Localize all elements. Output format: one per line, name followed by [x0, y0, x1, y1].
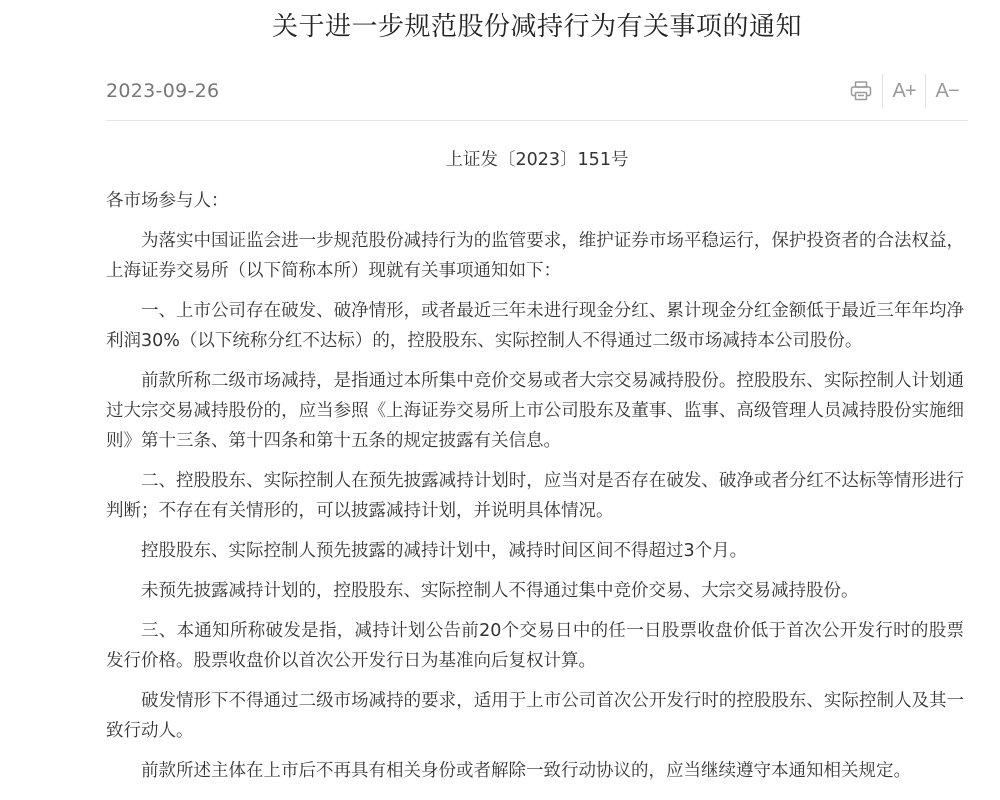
article-body — [106, 186, 964, 796]
publish-date: 2023-09-26 — [106, 80, 220, 102]
font-increase-button[interactable] — [882, 74, 925, 108]
paragraph-1: 一、上市公司存在破发、破净情形，或者最近三年未进行现金分红、累计现金分红金额低于最近三年年均净利润30%（以下统称分红不达标）的，控股股东、实际控制人不得通过二级市场减持本公司股份。 — [106, 301, 964, 351]
paragraph-3: 二、控股股东、实际控制人在预先披露减持计划时，应当对是否存在破发、破净或者分红不达标等情形进行判断；不存在有关情形的，可以披露减持计划，并说明具体情况。 — [106, 471, 964, 521]
article-toolbar — [840, 74, 968, 108]
paragraph-2: 前款所称二级市场减持，是指通过本所集中竞价交易或者大宗交易减持股份。控股股东、实际控制人计划通过大宗交易减持股份的，应当参照《上海证券交易所上市公司股东及董事、监事、高级管理人员减持股份实施细则》第十三条、第十四条和第十五条的规定披露有关信息。 — [106, 371, 964, 451]
font-decrease-button[interactable] — [925, 74, 968, 108]
paragraph-7: 破发情形下不得通过二级市场减持的要求，适用于上市公司首次公开发行时的控股股东、实际控制人及其一致行动人。 — [106, 691, 964, 741]
paragraph-6: 三、本通知所称破发是指，减持计划公告前20个交易日中的任一日股票收盘价低于首次公开发行时的股票发行价格。股票收盘价以首次公开发行日为基准向后复权计算。 — [106, 621, 964, 671]
document-number: 上证发〔2023〕151号 — [445, 150, 629, 170]
printer-icon — [850, 81, 872, 101]
article-title: 关于进一步规范股份减持行为有关事项的通知 — [271, 12, 802, 42]
paragraph-intro: 为落实中国证监会进一步规范股份减持行为的监管要求，维护证券市场平稳运行，保护投资者的合法权益，上海证券交易所（以下简称本所）现就有关事项通知如下： — [106, 231, 964, 281]
print-button[interactable] — [840, 74, 882, 108]
salutation: 各市场参与人： — [106, 191, 229, 211]
font-decrease-icon: A− — [935, 79, 959, 102]
paragraph-5: 未预先披露减持计划的，控股股东、实际控制人不得通过集中竞价交易、大宗交易减持股份。 — [141, 581, 859, 601]
font-increase-icon: A+ — [892, 79, 916, 102]
article-meta-bar — [106, 72, 968, 121]
paragraph-4: 控股股东、实际控制人预先披露的减持计划中，减持时间区间不得超过3个月。 — [141, 541, 748, 561]
paragraph-8: 前款所述主体在上市后不再具有相关身份或者解除一致行动协议的，应当继续遵守本通知相关规定。 — [141, 761, 911, 781]
